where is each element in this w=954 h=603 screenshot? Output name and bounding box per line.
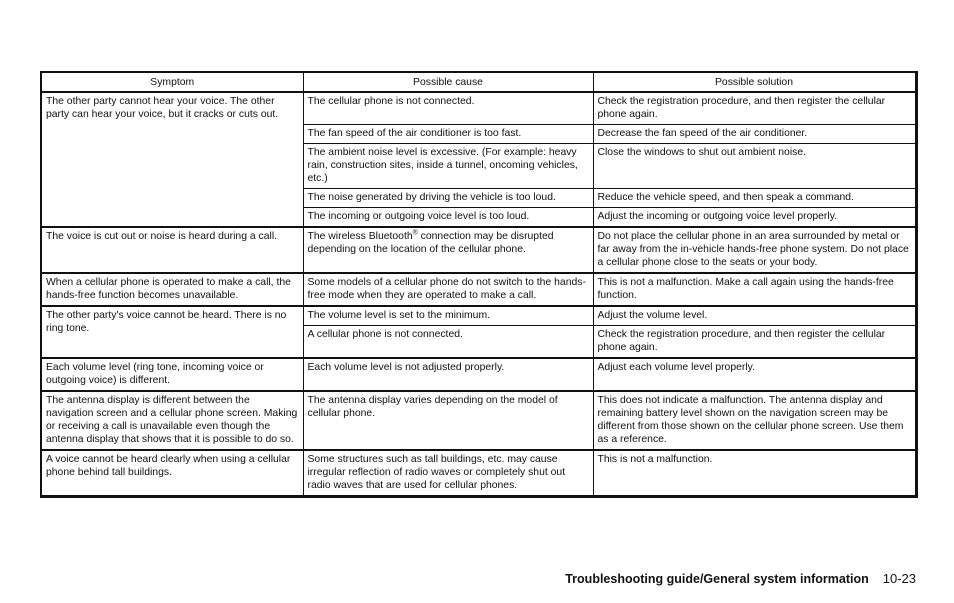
solution-cell: Reduce the vehicle speed, and then speak a command. (593, 189, 916, 208)
symptom-cell: The other party cannot hear your voice. The other party can hear your voice, but it cracks or cuts out. (41, 92, 303, 227)
section-title: Troubleshooting guide/General system information (565, 572, 869, 586)
cause-text: The wireless Bluetooth (307, 231, 413, 242)
page-footer (565, 571, 916, 586)
symptom-cell: Each volume level (ring tone, incoming voice or outgoing voice) is different. (41, 358, 303, 391)
cause-cell: A cellular phone is not connected. (303, 326, 593, 359)
solution-cell: Adjust the volume level. (593, 306, 916, 326)
cause-cell: The fan speed of the air conditioner is too fast. (303, 125, 593, 144)
solution-cell: Adjust each volume level properly. (593, 358, 916, 391)
table-row (41, 358, 916, 391)
solution-cell: This does not indicate a malfunction. The antenna display and remaining battery level shown on the navigation screen may be different from those shown on the cellular phone screen. Use them as a reference. (593, 391, 916, 450)
cause-cell: The incoming or outgoing voice level is too loud. (303, 208, 593, 228)
cause-cell: The antenna display varies depending on the model of cellular phone. (303, 391, 593, 450)
table-header-row (41, 72, 916, 92)
solution-cell: Check the registration procedure, and then register the cellular phone again. (593, 326, 916, 359)
cause-cell: The volume level is set to the minimum. (303, 306, 593, 326)
table-row (41, 92, 916, 125)
solution-cell: This is not a malfunction. Make a call again using the hands-free function. (593, 273, 916, 306)
header-possible-cause: Possible cause (303, 72, 593, 92)
solution-cell: Check the registration procedure, and then register the cellular phone again. (593, 92, 916, 125)
cause-cell (303, 227, 593, 273)
solution-cell: This is not a malfunction. (593, 450, 916, 497)
symptom-cell: The antenna display is different between the navigation screen and a cellular phone screen. Making or receiving a call is unavailable even though the antenna display that shows that it is possible to do so. (41, 391, 303, 450)
symptom-cell: The other party's voice cannot be heard. There is no ring tone. (41, 306, 303, 358)
solution-cell: Decrease the fan speed of the air conditioner. (593, 125, 916, 144)
cause-cell: The ambient noise level is excessive. (For example: heavy rain, construction sites, inside a tunnel, oncoming vehicles, etc.) (303, 144, 593, 189)
table-row (41, 227, 916, 273)
solution-cell: Do not place the cellular phone in an area surrounded by metal or far away from the in-vehicle hands-free phone system. Do not place a cellular phone close to the seats or your body. (593, 227, 916, 273)
cause-text: connection may be disrupted depending on the location of the cellular phone. (307, 231, 554, 255)
table-row (41, 450, 916, 497)
table-row (41, 306, 916, 326)
symptom-cell: When a cellular phone is operated to make a call, the hands-free function becomes unavailable. (41, 273, 303, 306)
troubleshooting-table (40, 71, 918, 498)
page-number: 10-23 (882, 571, 916, 586)
cause-cell: Some models of a cellular phone do not switch to the hands-free mode when they are operated to make a call. (303, 273, 593, 306)
cause-cell: Some structures such as tall buildings, etc. may cause irregular reflection of radio waves or completely shut out radio waves that are used for cellular phones. (303, 450, 593, 497)
table-row (41, 391, 916, 450)
solution-cell: Adjust the incoming or outgoing voice level properly. (593, 208, 916, 228)
header-possible-solution: Possible solution (593, 72, 916, 92)
header-symptom: Symptom (41, 72, 303, 92)
cause-cell: The noise generated by driving the vehicle is too loud. (303, 189, 593, 208)
symptom-cell: The voice is cut out or noise is heard during a call. (41, 227, 303, 273)
solution-cell: Close the windows to shut out ambient noise. (593, 144, 916, 189)
cause-cell: Each volume level is not adjusted properly. (303, 358, 593, 391)
symptom-cell: A voice cannot be heard clearly when using a cellular phone behind tall buildings. (41, 450, 303, 497)
registered-mark: ® (412, 229, 418, 237)
table-row (41, 273, 916, 306)
cause-cell: The cellular phone is not connected. (303, 92, 593, 125)
